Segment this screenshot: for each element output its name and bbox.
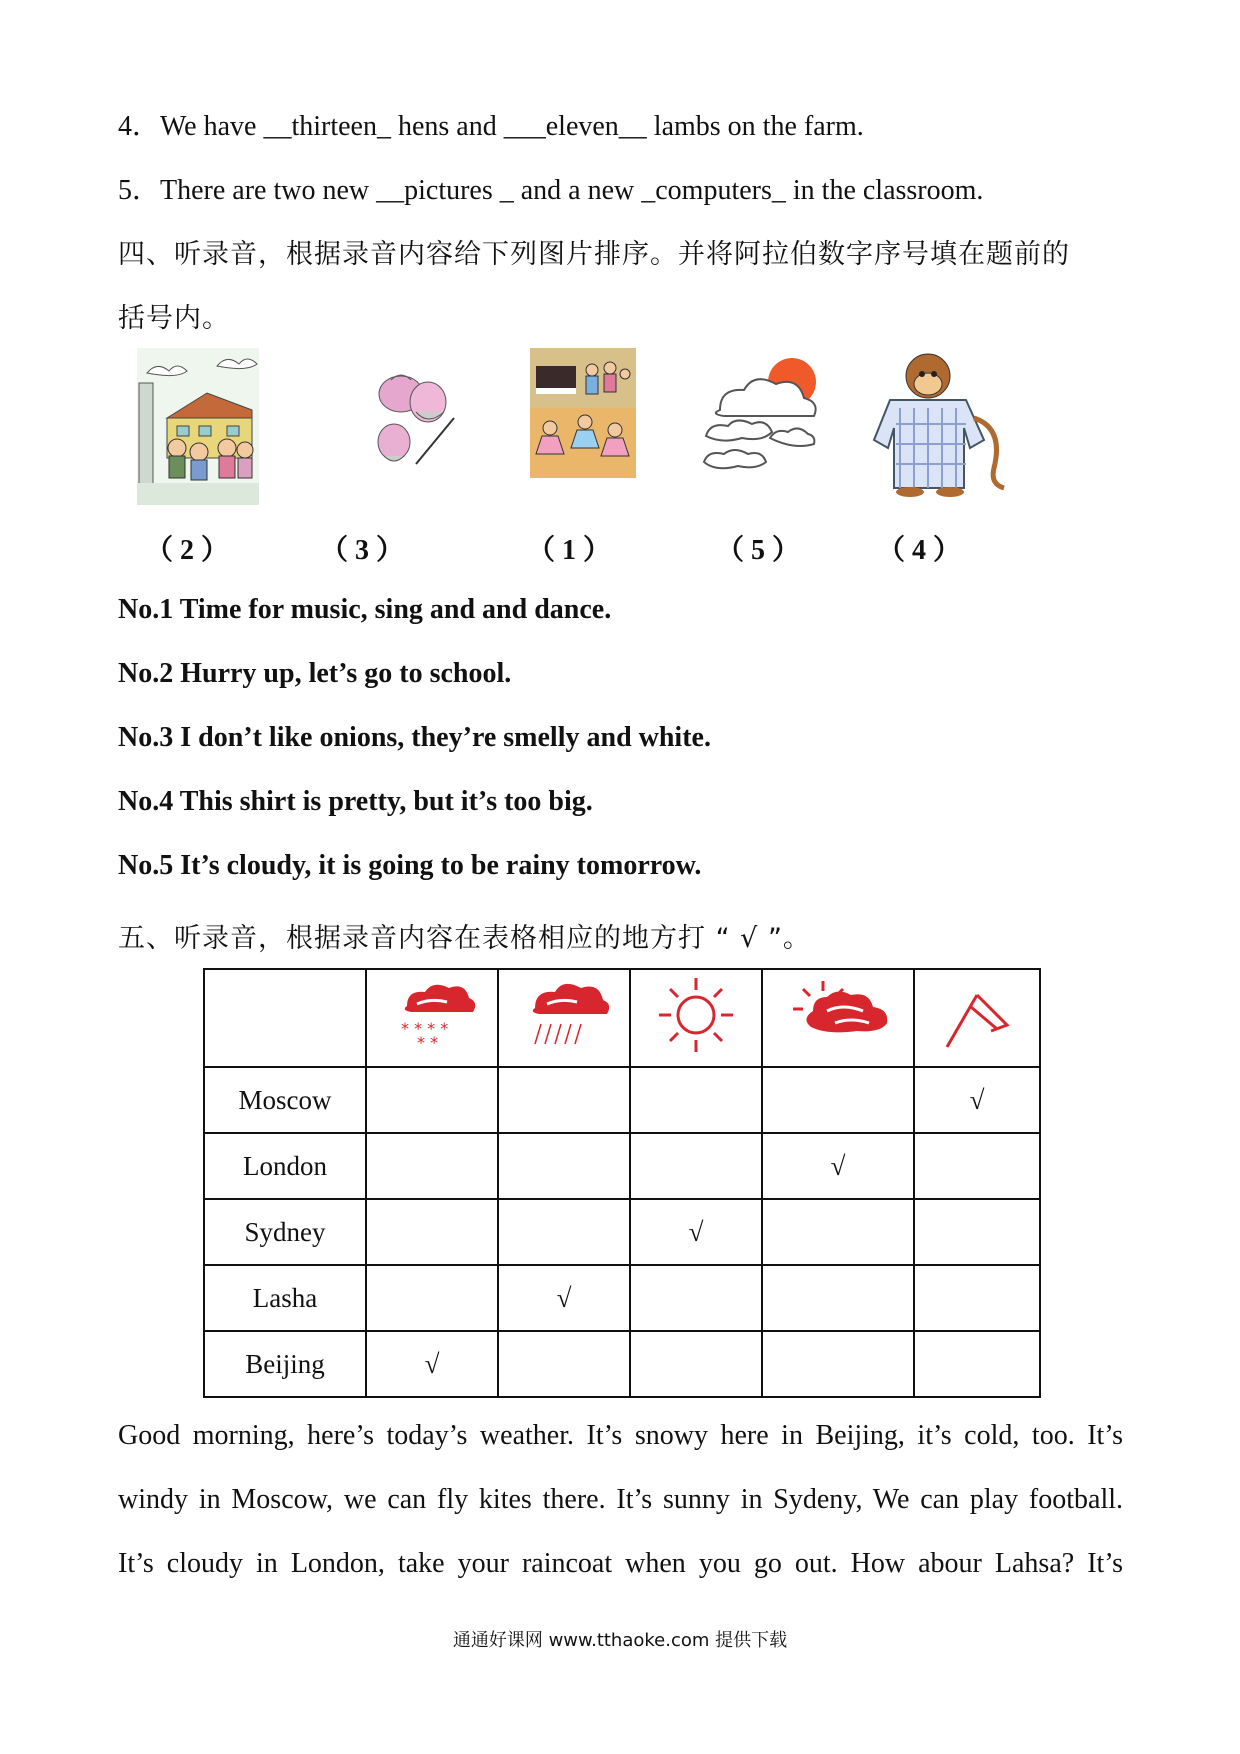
mark-cell[interactable] (762, 1331, 914, 1397)
mark-cell[interactable]: √ (914, 1067, 1040, 1133)
mark-cell[interactable] (498, 1199, 630, 1265)
city-cell: London (204, 1133, 366, 1199)
mark-cell[interactable] (630, 1133, 762, 1199)
city-cell: Moscow (204, 1067, 366, 1133)
mark-cell[interactable]: √ (498, 1265, 630, 1331)
mark-cell[interactable] (366, 1265, 498, 1331)
transcript-line-2: windy in Moscow, we can fly kites there. It’s sunny in Sydeny, We can play football. (118, 1484, 1123, 1515)
transcript-line-1: Good morning, here’s today’s weather. It’s snowy here in Beijing, it’s cold, too. It’s (118, 1420, 1123, 1451)
snowy-icon (387, 976, 477, 1054)
mark-cell[interactable] (914, 1265, 1040, 1331)
cloudy-icon (783, 975, 893, 1055)
section-4-title-line1: 四、听录音，根据录音内容给下列图片排序。并将阿拉伯数字序号填在题前的 (118, 239, 1070, 270)
header-empty-cell (204, 969, 366, 1067)
mark-cell[interactable] (914, 1133, 1040, 1199)
music-dance-picture (530, 348, 636, 478)
picture-4-answer: （ 5 ） (716, 535, 801, 566)
header-rainy (498, 969, 630, 1067)
picture-1-answer: （ 2 ） (145, 535, 230, 566)
sentence-3: No.3 I don’t like onions, they’re smelly and white. (118, 722, 711, 753)
mark-cell[interactable] (914, 1199, 1040, 1265)
section-4-title-line2: 括号内。 (118, 303, 230, 334)
svg-text:* * * *: * * * * (401, 1018, 449, 1038)
table-row (204, 1199, 1040, 1265)
city-cell: Beijing (204, 1331, 366, 1397)
mark-cell[interactable] (498, 1331, 630, 1397)
mark-cell[interactable] (762, 1199, 914, 1265)
mark-cell[interactable] (366, 1199, 498, 1265)
mark-cell[interactable] (630, 1265, 762, 1331)
table-row (204, 1133, 1040, 1199)
page-footer: 通通好课网 www.tthaoke.com 提供下载 (452, 1630, 788, 1651)
mark-cell[interactable] (366, 1133, 498, 1199)
table-row (204, 1265, 1040, 1331)
onions-picture (366, 372, 462, 472)
question-5: 5．There are two new __pictures _ and a new _computers_ in the classroom. (118, 175, 984, 206)
table-row (204, 1331, 1040, 1397)
transcript-line-3: It’s cloudy in London, take your raincoat when you go out. How abour Lahsa? It’s (118, 1548, 1123, 1579)
section-5-title: 五、听录音，根据录音内容在表格相应的地方打 “ √ ”。 (118, 923, 811, 954)
weather-table (203, 968, 1041, 1398)
picture-5-answer: （ 4 ） (877, 535, 962, 566)
rainy-icon (519, 976, 609, 1054)
picture-2-answer: （ 3 ） (320, 535, 405, 566)
svg-text:* *: * * (417, 1032, 439, 1052)
header-sunny (630, 969, 762, 1067)
mark-cell[interactable]: √ (366, 1331, 498, 1397)
city-cell: Sydney (204, 1199, 366, 1265)
monkey-shirt-picture (870, 348, 1006, 498)
mark-cell[interactable] (762, 1265, 914, 1331)
mark-cell[interactable] (366, 1067, 498, 1133)
header-snowy (366, 969, 498, 1067)
mark-cell[interactable]: √ (762, 1133, 914, 1199)
picture-3-answer: （ 1 ） (527, 535, 612, 566)
question-4: 4．We have __thirteen_ hens and ___eleven__ lambs on the farm. (118, 111, 864, 142)
mark-cell[interactable] (630, 1067, 762, 1133)
mark-cell[interactable] (630, 1331, 762, 1397)
school-children-picture (137, 348, 259, 505)
table-header-row (204, 969, 1040, 1067)
mark-cell[interactable] (914, 1331, 1040, 1397)
table-row (204, 1067, 1040, 1133)
sentence-2: No.2 Hurry up, let’s go to school. (118, 658, 512, 689)
windy-icon (937, 975, 1017, 1055)
cloudy-sun-picture (700, 350, 826, 474)
mark-cell[interactable]: √ (630, 1199, 762, 1265)
sentence-5: No.5 It’s cloudy, it is going to be rainy tomorrow. (118, 850, 702, 881)
sunny-icon (651, 974, 741, 1056)
header-windy (914, 969, 1040, 1067)
city-cell: Lasha (204, 1265, 366, 1331)
mark-cell[interactable] (498, 1133, 630, 1199)
mark-cell[interactable] (762, 1067, 914, 1133)
sentence-1: No.1 Time for music, sing and and dance. (118, 594, 612, 625)
mark-cell[interactable] (498, 1067, 630, 1133)
header-cloudy (762, 969, 914, 1067)
sentence-4: No.4 This shirt is pretty, but it’s too big. (118, 786, 593, 817)
